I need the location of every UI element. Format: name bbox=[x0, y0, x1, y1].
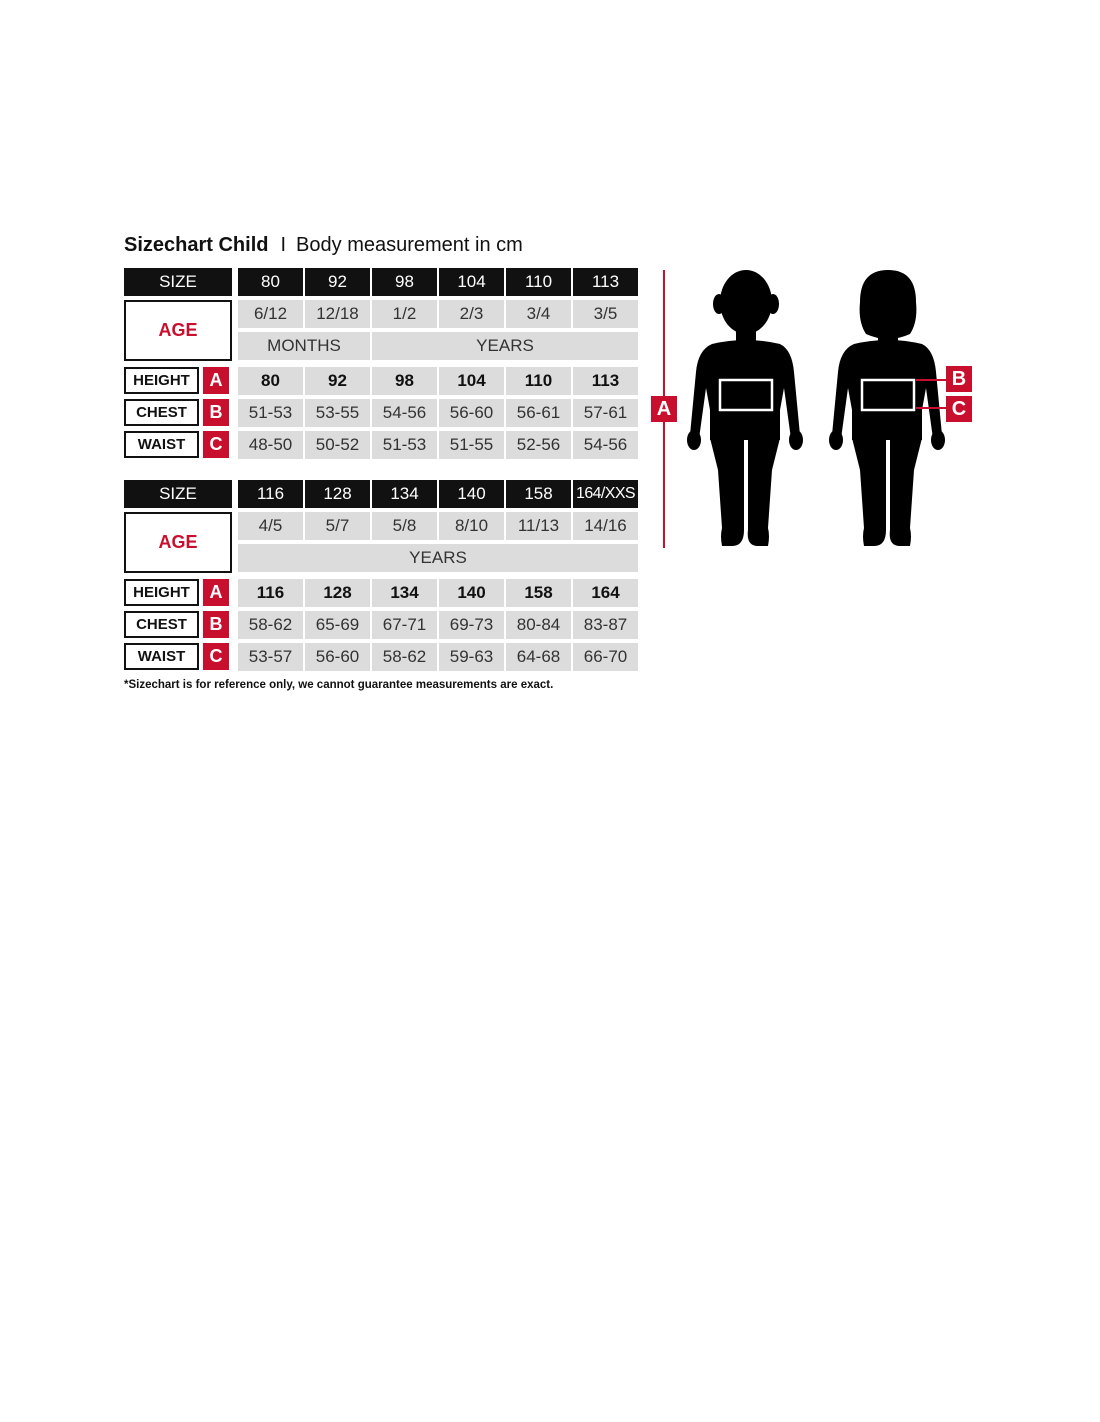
waist-cell: 54-56 bbox=[573, 431, 638, 459]
age-cell: 5/8 bbox=[372, 512, 437, 540]
chart-title-line bbox=[124, 234, 523, 257]
waist-cell: 51-55 bbox=[439, 431, 504, 459]
chest-cell: 53-55 bbox=[305, 399, 370, 427]
chest-cell: 56-60 bbox=[439, 399, 504, 427]
chest-cell: 51-53 bbox=[238, 399, 303, 427]
height-letter-badge: A bbox=[203, 579, 229, 606]
height-cell: 92 bbox=[305, 367, 370, 395]
chest-cell: 67-71 bbox=[372, 611, 437, 639]
waist-label: WAIST bbox=[124, 643, 199, 670]
height-cell: 140 bbox=[439, 579, 504, 607]
age-cell: 3/5 bbox=[573, 300, 638, 328]
age-unit-years: YEARS bbox=[372, 332, 638, 360]
chest-cell: 56-61 bbox=[506, 399, 571, 427]
waist-letter-badge: C bbox=[203, 431, 229, 458]
callout-b-badge: B bbox=[946, 366, 972, 392]
height-cell: 80 bbox=[238, 367, 303, 395]
chest-label: CHEST bbox=[124, 611, 199, 638]
chest-cell: 83-87 bbox=[573, 611, 638, 639]
height-row bbox=[124, 579, 638, 607]
chest-cell: 57-61 bbox=[573, 399, 638, 427]
age-cell: 2/3 bbox=[439, 300, 504, 328]
waist-row bbox=[124, 431, 638, 459]
height-cell: 164 bbox=[573, 579, 638, 607]
size-header-cell: 164/XXS bbox=[573, 480, 638, 508]
chest-row bbox=[124, 611, 638, 639]
waist-cell: 48-50 bbox=[238, 431, 303, 459]
waist-row bbox=[124, 643, 638, 671]
size-header-cell: 158 bbox=[506, 480, 571, 508]
waist-cell: 53-57 bbox=[238, 643, 303, 671]
age-cell: 1/2 bbox=[372, 300, 437, 328]
chest-cell: 54-56 bbox=[372, 399, 437, 427]
size-header-cell: 80 bbox=[238, 268, 303, 296]
height-label: HEIGHT bbox=[124, 579, 199, 606]
waist-cell: 52-56 bbox=[506, 431, 571, 459]
size-header-cell: 128 bbox=[305, 480, 370, 508]
height-cell: 113 bbox=[573, 367, 638, 395]
waist-letter-badge: C bbox=[203, 643, 229, 670]
waist-cell: 64-68 bbox=[506, 643, 571, 671]
chest-label: CHEST bbox=[124, 399, 199, 426]
age-cell: 11/13 bbox=[506, 512, 571, 540]
chart-subtitle: Body measurement in cm bbox=[296, 234, 523, 256]
size-header-cell: 134 bbox=[372, 480, 437, 508]
height-cell: 134 bbox=[372, 579, 437, 607]
age-row bbox=[232, 512, 638, 540]
age-unit-row bbox=[232, 332, 638, 360]
waist-label: WAIST bbox=[124, 431, 199, 458]
chest-letter-badge: B bbox=[203, 611, 229, 638]
waist-cell: 58-62 bbox=[372, 643, 437, 671]
age-cell: 14/16 bbox=[573, 512, 638, 540]
callout-a-badge: A bbox=[651, 396, 677, 422]
height-row bbox=[124, 367, 638, 395]
height-cell: 98 bbox=[372, 367, 437, 395]
age-row bbox=[232, 300, 638, 328]
measurement-illustration bbox=[640, 260, 1000, 560]
waist-cell: 59-63 bbox=[439, 643, 504, 671]
height-cell: 128 bbox=[305, 579, 370, 607]
height-cell: 110 bbox=[506, 367, 571, 395]
size-header-cell: 113 bbox=[573, 268, 638, 296]
size-header-cell: 116 bbox=[238, 480, 303, 508]
child-boy-silhouette bbox=[687, 270, 803, 546]
waist-cell: 66-70 bbox=[573, 643, 638, 671]
size-header-cell: 104 bbox=[439, 268, 504, 296]
height-cell: 158 bbox=[506, 579, 571, 607]
age-unit-years: YEARS bbox=[238, 544, 638, 572]
age-cell: 8/10 bbox=[439, 512, 504, 540]
chest-cell: 65-69 bbox=[305, 611, 370, 639]
chest-row bbox=[124, 399, 638, 427]
age-cell: 4/5 bbox=[238, 512, 303, 540]
height-letter-badge: A bbox=[203, 367, 229, 394]
waist-cell: 51-53 bbox=[372, 431, 437, 459]
age-cell: 12/18 bbox=[305, 300, 370, 328]
size-header-cell: 98 bbox=[372, 268, 437, 296]
size-header-row bbox=[124, 268, 638, 296]
title-separator: I bbox=[280, 234, 287, 256]
chart-title: Sizechart Child bbox=[124, 234, 269, 256]
size-header-cell: 110 bbox=[506, 268, 571, 296]
waist-cell: 56-60 bbox=[305, 643, 370, 671]
height-cell: 104 bbox=[439, 367, 504, 395]
size-label: SIZE bbox=[124, 480, 232, 508]
chest-letter-badge: B bbox=[203, 399, 229, 426]
age-cell: 6/12 bbox=[238, 300, 303, 328]
waist-cell: 50-52 bbox=[305, 431, 370, 459]
chest-cell: 80-84 bbox=[506, 611, 571, 639]
chest-cell: 58-62 bbox=[238, 611, 303, 639]
size-header-cell: 92 bbox=[305, 268, 370, 296]
age-cell: 3/4 bbox=[506, 300, 571, 328]
size-header-cell: 140 bbox=[439, 480, 504, 508]
age-cell: 5/7 bbox=[305, 512, 370, 540]
disclaimer-footnote: *Sizechart is for reference only, we cannot guarantee measurements are exact. bbox=[124, 679, 554, 691]
age-unit-row bbox=[232, 544, 638, 572]
callout-c-badge: C bbox=[946, 396, 972, 422]
age-label: AGE bbox=[124, 300, 232, 361]
age-label: AGE bbox=[124, 512, 232, 573]
size-label: SIZE bbox=[124, 268, 232, 296]
age-unit-months: MONTHS bbox=[238, 332, 370, 360]
height-label: HEIGHT bbox=[124, 367, 199, 394]
chest-cell: 69-73 bbox=[439, 611, 504, 639]
height-cell: 116 bbox=[238, 579, 303, 607]
size-header-row bbox=[124, 480, 638, 508]
